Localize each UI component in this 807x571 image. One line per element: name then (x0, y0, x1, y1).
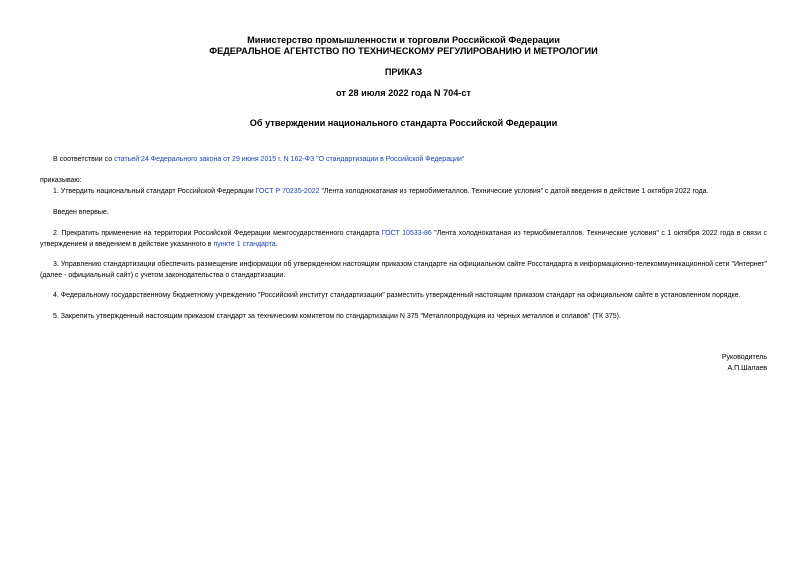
item-2-paragraph (40, 229, 767, 250)
item-1-note: Введен впервые. (53, 209, 109, 216)
item-2-text-b: "Лента холоднокатаная из термобиметаллов. Технические условия" с 1 октября 2022 года в связи с утверждением и введением в действие указанного в (40, 230, 768, 248)
gost-10533-link[interactable]: ГОСТ 10533-86 (381, 230, 432, 237)
document-subject: Об утверждении национального стандарта Российской Федерации (249, 118, 558, 128)
item-2-text-c: . (275, 240, 278, 248)
document-type: ПРИКАЗ (384, 67, 423, 77)
law-link[interactable]: статьей 24 Федерального закона от 29 июня 2015 г. N 162-ФЗ "О стандартизации в Российской Федерации" (114, 156, 465, 163)
prikazyvayu-text: приказываю: (40, 177, 82, 184)
signature-title: Руководитель (721, 354, 767, 361)
agency-name: ФЕДЕРАЛЬНОЕ АГЕНТСТВО ПО ТЕХНИЧЕСКОМУ РЕГУЛИРОВАНИЮ И МЕТРОЛОГИИ (209, 46, 598, 56)
item-5-paragraph: 5. Закрепить утвержденный настоящим приказом стандарт за техническим комитетом по стандартизации N 375 "Металлопродукция из черных металлов и сплавов" (ТК 375). (53, 313, 621, 320)
item-1-text-a: 1. Утвердить национальный стандарт Российской Федерации (53, 188, 256, 195)
item-3-paragraph: 3. Управлению стандартизации обеспечить размещение информации об утвержденном настоящим приказом стандарте на официальном сайте Росстандарта в информационно-телекоммуникационной сети "Интернет" (далее - официальный сайт) с учетом законодательства о стандартизации. (40, 261, 767, 279)
item-1-paragraph (40, 187, 767, 198)
preamble-lead: В соответствии со (53, 156, 115, 163)
gost-r-70235-link[interactable]: ГОСТ Р 70235-2022 (255, 188, 320, 195)
signature-name: А.П.Шалаев (727, 365, 767, 372)
item-2-text-a: 2. Прекратить применение на территории Российской Федерации межгосударственного стандарта (53, 230, 382, 237)
document-date: от 28 июля 2022 года N 704-ст (335, 88, 472, 98)
item-1-text-b: "Лента холоднокатаная из термобиметаллов. Технические условия" с датой введения в действие 1 октября 2022 года. (319, 188, 709, 195)
item-1-reference-link[interactable]: пункте 1 стандарта (213, 240, 276, 248)
item-4-paragraph: 4. Федеральному государственному бюджетному учреждению "Российский институт стандартизации" разместить утвержденный настоящим приказом стандарт на официальном сайте в установленном порядке. (53, 292, 741, 299)
preamble-paragraph (40, 155, 767, 166)
ministry-name: Министерство промышленности и торговли Российской Федерации (247, 35, 560, 45)
